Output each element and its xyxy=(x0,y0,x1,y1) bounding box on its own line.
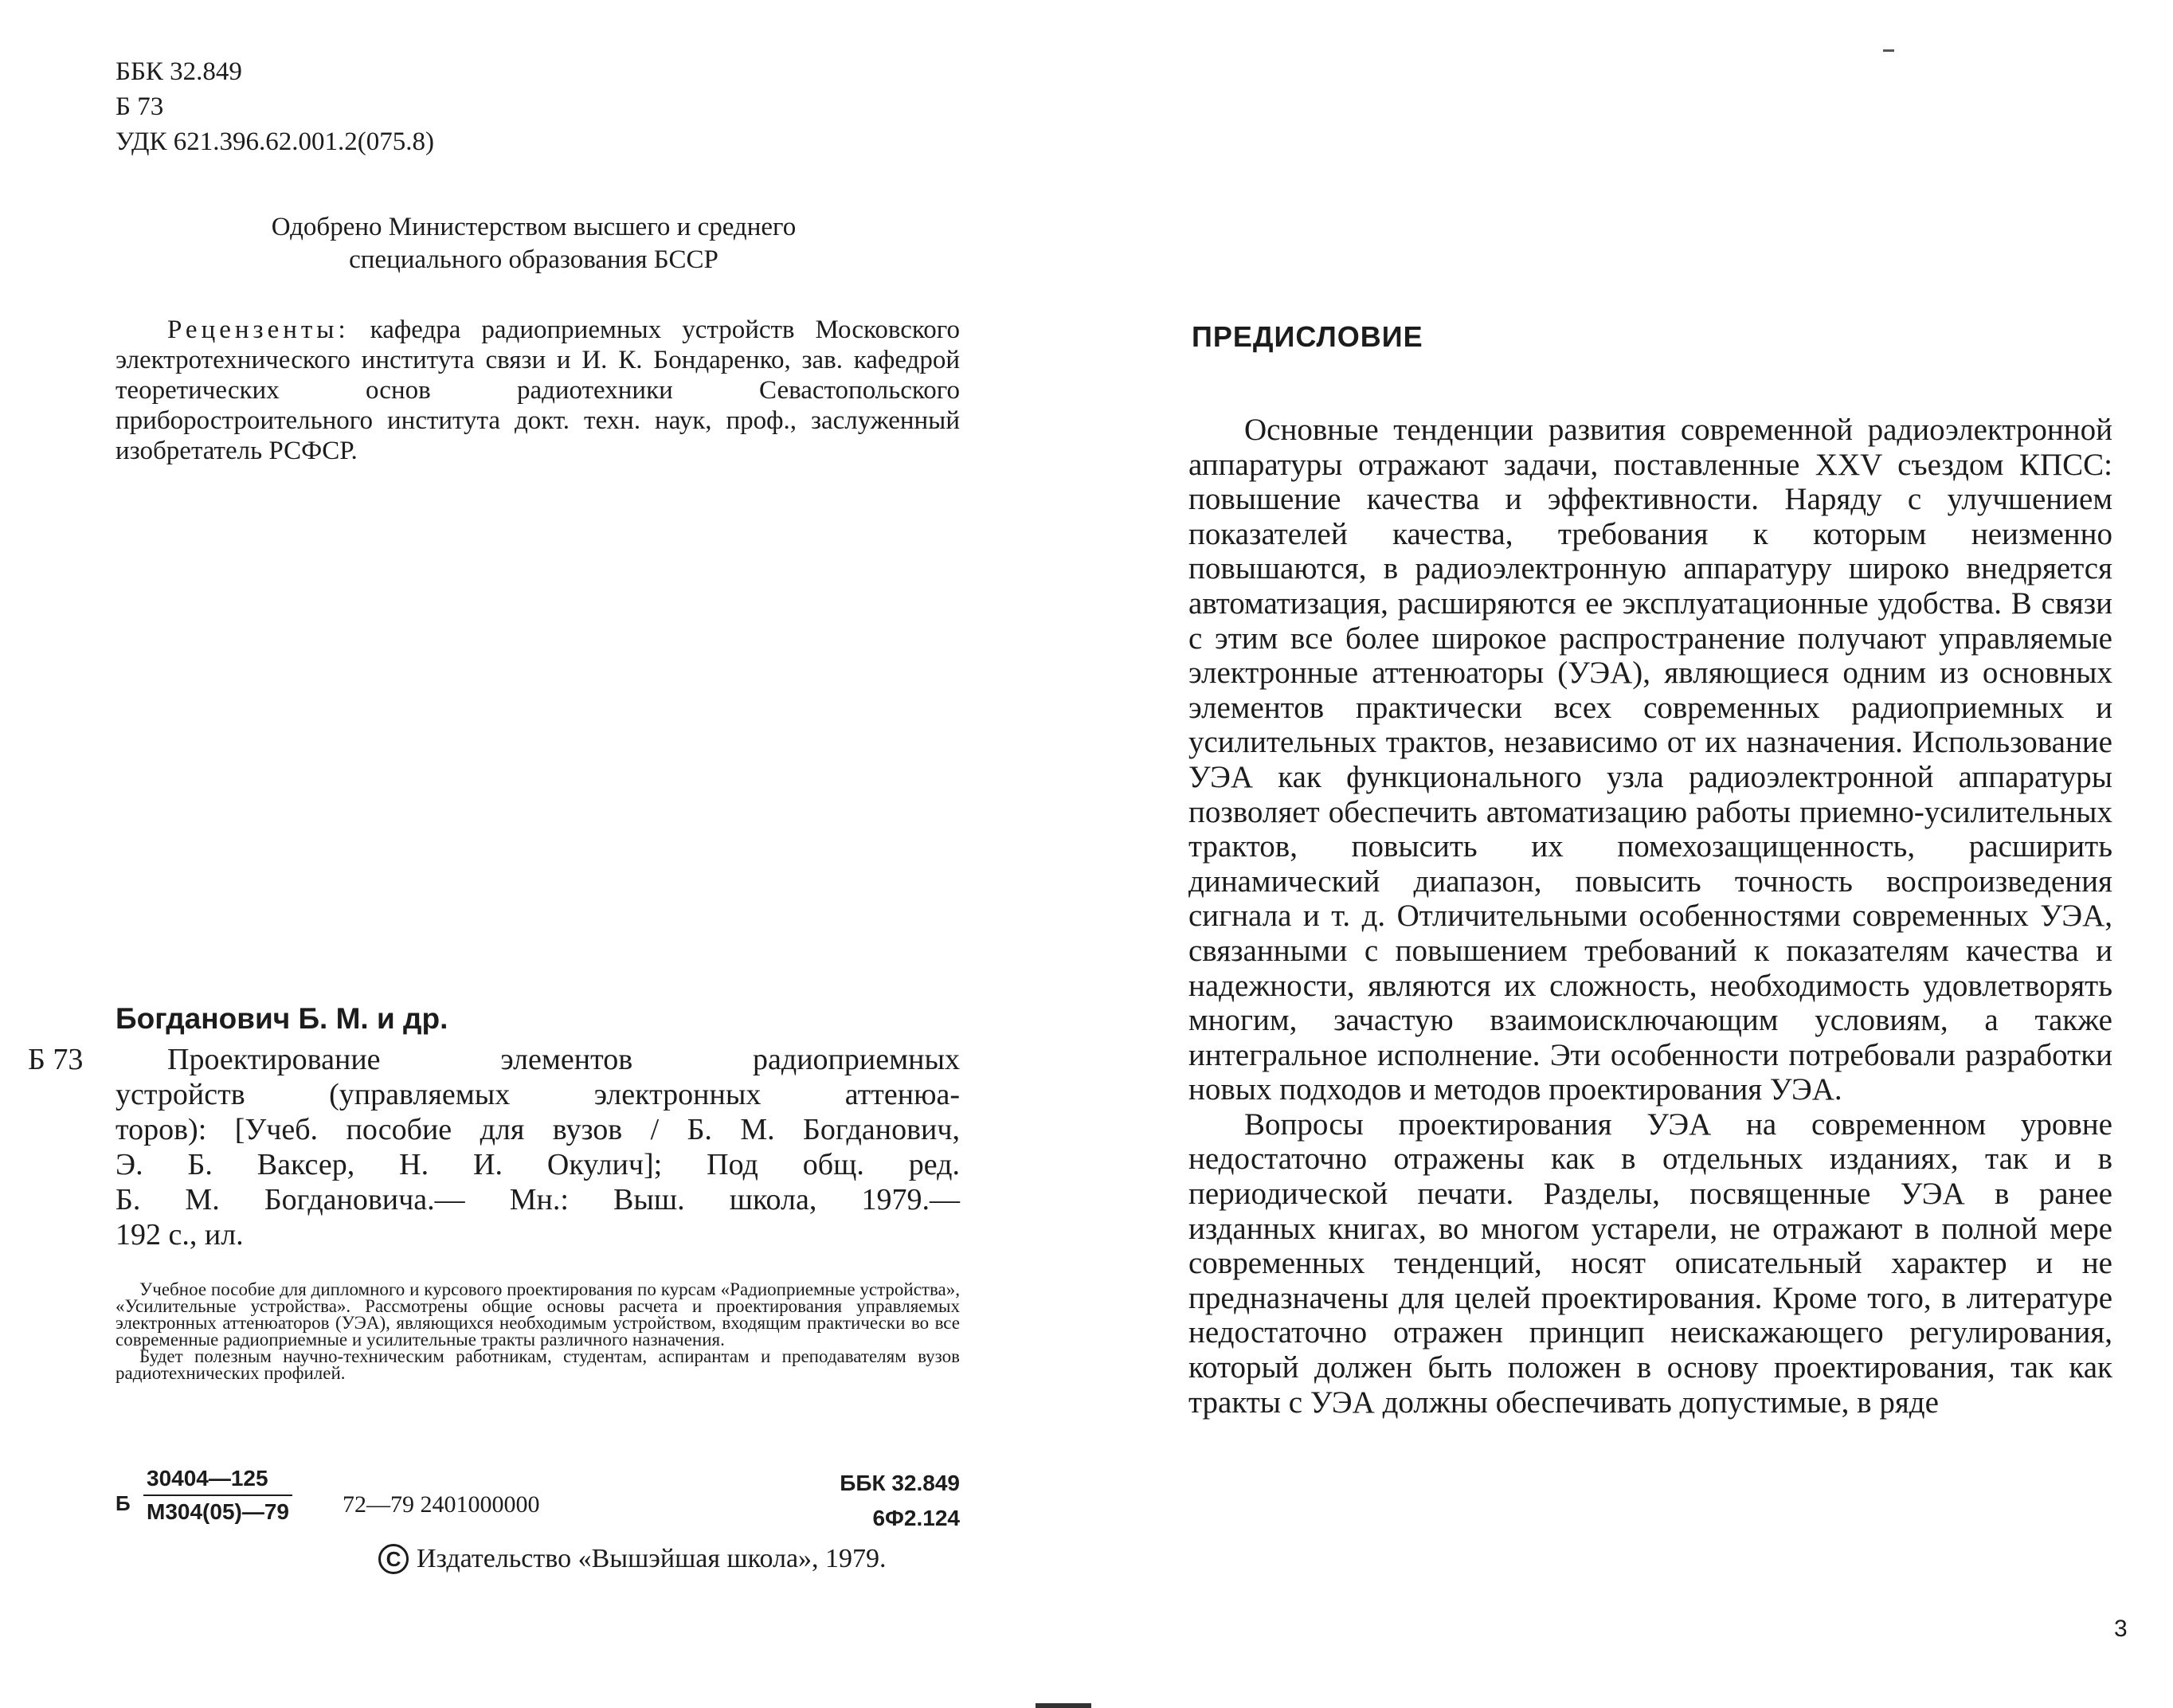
bib-word: Б. xyxy=(116,1183,141,1216)
author-heading: Богданович Б. М. и др. xyxy=(116,1002,448,1035)
preface-paragraph: Вопросы проектирования УЭА на современном уровне недостаточно отражены как в отдельных изданиях, так и в периодической печати. Разделы, посвященные УЭА в ранее изданных книгах, во многом устарели, не отражают в полной мере современных тенденций, носят описательный характер и не предназначены для целей проектирования. Кроме того, в литературе недостаточно отражен принцип неискажающего регулирования, который должен быть положен в основу проектирования, так как тракты с УЭА должны обеспечивать допустимые, в ряде xyxy=(1188,1107,2112,1420)
bib-line xyxy=(116,1077,960,1112)
bib-word: Под xyxy=(707,1148,758,1181)
bib-word: Б. xyxy=(187,1148,213,1181)
bib-word: М. xyxy=(185,1183,220,1216)
page-number: 3 xyxy=(2114,1616,2128,1642)
bib-word: ред. xyxy=(908,1148,960,1181)
scan-mark-bottom xyxy=(1036,1703,1091,1708)
bib-word: устройств xyxy=(116,1078,245,1111)
code-fraction xyxy=(143,1466,292,1525)
bib-word: вузов xyxy=(552,1113,623,1146)
bib-word: электронных xyxy=(593,1078,762,1111)
bib-word: Б. xyxy=(687,1113,712,1146)
bib-word: (управляемых xyxy=(329,1078,511,1111)
bib-word: Окулич]; xyxy=(546,1148,663,1181)
bib-word: / xyxy=(650,1113,660,1146)
copyright-line xyxy=(378,1544,887,1574)
code-middle: 72—79 2401000000 xyxy=(343,1491,540,1518)
cipher-code: Б 73 xyxy=(116,92,164,121)
code-prefix: Б xyxy=(116,1491,131,1515)
reviewers-label: Рецензенты: xyxy=(167,315,350,344)
copyright-icon: C xyxy=(378,1544,409,1574)
bib-word: Э. xyxy=(116,1148,143,1181)
bib-line xyxy=(116,1182,960,1217)
approval-line-1: Одобрено Министерством высшего и среднего xyxy=(271,213,797,241)
annotation-paragraph: Будет полезным научно-техническим работникам, студентам, аспирантам и преподавателям вузов радиотехнических профилей. xyxy=(116,1346,960,1383)
reviewers-block xyxy=(116,315,960,466)
publisher-code-block xyxy=(116,1466,960,1538)
bib-word: И. xyxy=(473,1148,503,1181)
bbk-code: ББК 32.849 xyxy=(116,57,242,86)
code-numerator: 30404—125 xyxy=(143,1466,292,1496)
bib-word: элементов xyxy=(500,1043,633,1076)
bbk-index xyxy=(840,1466,960,1536)
bib-word: Мн.: xyxy=(509,1183,569,1216)
bib-word: торов): xyxy=(116,1113,207,1146)
bib-word: 192 с., ил. xyxy=(116,1218,244,1252)
bib-word: Богданович, xyxy=(803,1113,960,1146)
bib-word: Богдановича.— xyxy=(264,1183,465,1216)
preface-paragraph: Основные тенденции развития современной радиоэлектронной аппаратуры отражают задачи, поставленные XXV съездом КПСС: повышение качества и эффективности. Наряду с улучшением показателей качества, требования к которым неизменно повышаются, в радиоэлектронную аппаратуру широко внедряется автоматизация, расширяются ее эксплуатационные удобства. В связи с этим все более широкое распространение получают управляемые электронные аттенюаторы (УЭА), являющиеся одним из основных элементов практически всех современных радиоприемных и усилительных трактов, независимо от их назначения. Использование УЭА как функционального узла радиоэлектронной аппаратуры позволяет обеспечить автоматизацию работы приемно-усилительных трактов, повысить их помехозащищенность, расширить динамический диапазон, повысить точность воспроизведения сигнала и т. д. Отличительными особенностями современных УЭА, связанными с повышением требований к показателям качества и надежности, являются их сложность, необходимость удовлетворять многим, зачастую взаимоисключающим условиям, а также интегральное исполнение. Эти особенности потребовали разработки новых подходов и методов проектирования УЭА. xyxy=(1188,413,2112,1107)
bibliographic-description xyxy=(116,1042,960,1252)
scan-mark xyxy=(1883,49,1894,52)
annotation-paragraph: Учебное пособие для дипломного и курсового проектирования по курсам «Радиоприемные устройства», «Усилительные устройства». Рассмотрены общие основы расчета и проектирования управляемых электронных аттенюаторов (УЭА), являющихся необходимым устройством, входящим практически во все современные радиоприемные и усилительные тракты различного назначения. xyxy=(116,1279,960,1350)
bib-word: Проектирование xyxy=(167,1043,381,1076)
left-page xyxy=(0,0,1086,1708)
udk-code: УДК 621.396.62.001.2(075.8) xyxy=(116,127,435,156)
bbk-index-2: 6Ф2.124 xyxy=(872,1506,960,1530)
bib-word: общ. xyxy=(802,1148,864,1181)
approval-note xyxy=(215,211,852,276)
code-denominator: М304(05)—79 xyxy=(147,1499,289,1524)
preface-body xyxy=(1188,413,2112,1420)
approval-line-2: специального образования БССР xyxy=(349,245,718,274)
bib-word: школа, xyxy=(729,1183,817,1216)
right-page xyxy=(1086,0,2173,1708)
bib-line xyxy=(116,1147,960,1182)
bib-word: М. xyxy=(740,1113,775,1146)
reviewers-text: кафедра радиоприемных устройств Московского электротехнического института связи и И. К. Бондаренко, зав. кафедрой теоретических основ радиотехники Севастопольского приборостроительного института докт. техн. наук, проф., заслуженный изобретатель РСФСР. xyxy=(116,315,960,465)
bib-line xyxy=(116,1042,960,1077)
bib-line xyxy=(116,1217,960,1252)
bib-word: Ваксер, xyxy=(256,1148,355,1181)
book-cipher: Б 73 xyxy=(28,1043,84,1076)
bib-word: радиоприемных xyxy=(753,1043,960,1076)
bib-line xyxy=(116,1112,960,1147)
copyright-text: Издательство «Вышэйшая школа», 1979. xyxy=(417,1544,887,1573)
bib-word: [Учеб. xyxy=(234,1113,319,1146)
annotation xyxy=(116,1281,960,1381)
bib-word: Выш. xyxy=(613,1183,685,1216)
bib-word: аттенюа- xyxy=(844,1078,960,1111)
classification-codes xyxy=(116,54,434,159)
bib-word: 1979.— xyxy=(861,1183,960,1216)
bib-word: для xyxy=(480,1113,525,1146)
bbk-index-1: ББК 32.849 xyxy=(840,1471,960,1495)
bib-word: Н. xyxy=(399,1148,429,1181)
page-title: ПРЕДИСЛОВИЕ xyxy=(1192,320,1423,353)
bib-word: пособие xyxy=(346,1113,452,1146)
